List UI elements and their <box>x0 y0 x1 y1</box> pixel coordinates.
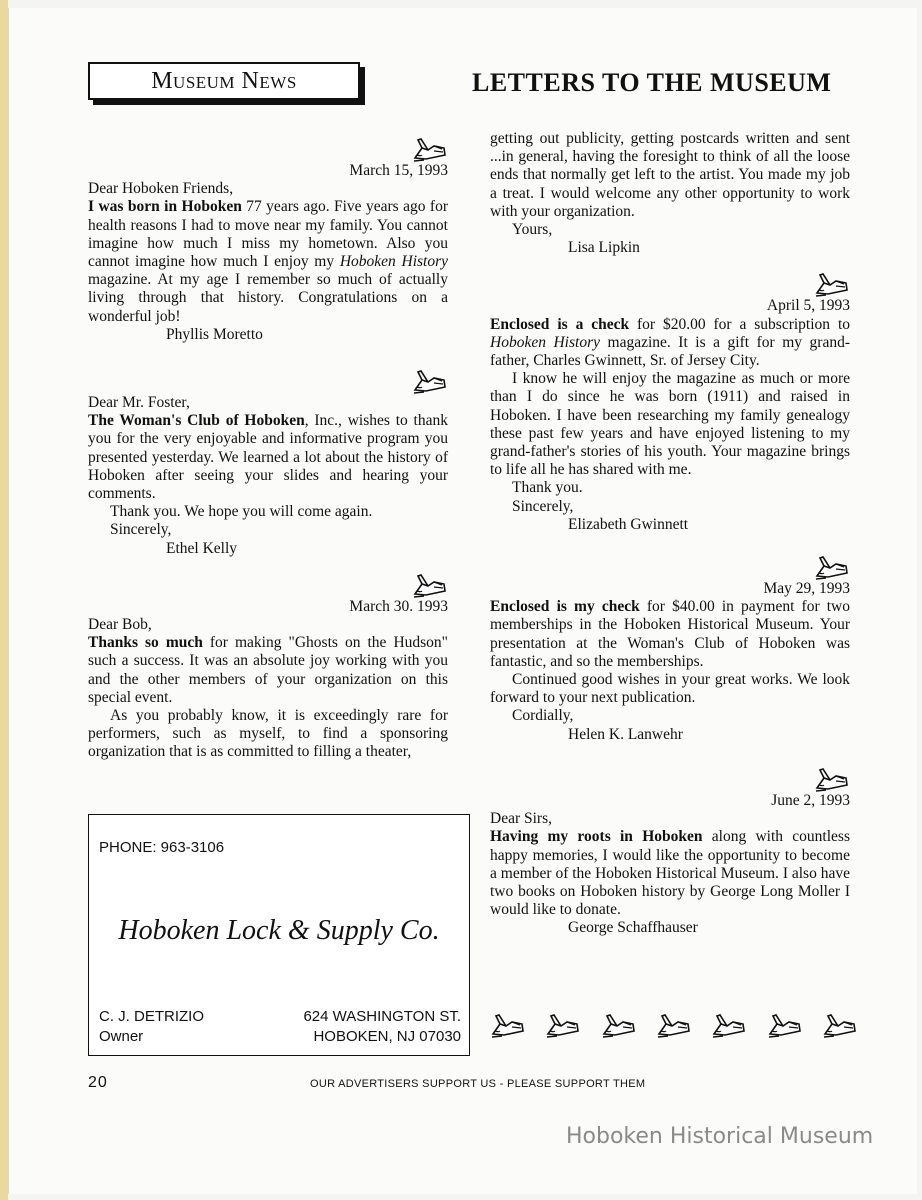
ad-address-line1: 624 WASHINGTON ST. <box>303 1008 461 1025</box>
letter-text: for $40.00 in payment for two memberships in the Hoboken Historical Museum. Your presentation at the Woman's Club of Hoboken was fantastic, and so the memberships. <box>490 598 850 670</box>
letter-body <box>490 316 850 371</box>
letter-date: March 30. 1993 <box>349 597 448 615</box>
letter-lead: Enclosed is my check <box>490 598 640 616</box>
letter-greeting: Dear Mr. Foster, <box>88 394 190 412</box>
letter-text: magazine. At my age I remember so much of actually living through that history. Congratulations on a wonderful job! <box>88 271 448 325</box>
letter-greeting: Dear Bob, <box>88 616 152 634</box>
letter-continuation: getting out publicity, getting postcards written and sent ...in general, having the foresight to think of all the loose ends that normally get left to the artist. You made my job a treat. I would welcome any other opportunity to work with your organization. <box>490 130 850 220</box>
letter-lead: Enclosed is a check <box>490 315 630 333</box>
letter-text: , Inc., wishes to thank you for the very enjoyable and informative program you presented yesterday. We learned a lot about the history of Hoboken after seeing your slides and hearing your comments. <box>88 412 448 503</box>
hand-writing-icon <box>814 271 850 297</box>
binding-edge <box>0 0 8 1200</box>
letter-paragraph: I know he will enjoy the magazine as much or more than I do since he was born (1911) and raised in Hoboken. I have been researching my family genealogy these past few years and have enjoyed listening to my grand-father's stories of his youth. Your magazine brings to life all he has shared with me. <box>490 370 850 479</box>
letter-paragraph: As you probably know, it is exceedingly rare for performers, such as myself, to find a sponsoring organization that is as committed to filling a theater, <box>88 707 448 761</box>
letter-text: along with countless happy memories, I would like the opportunity to become a member of the Hoboken Historical Museum. I also have two books on Hoboken history by George Long Moller I would like to donate. <box>490 828 850 919</box>
hand-writing-icon <box>814 766 850 792</box>
letter-paragraph: Continued good wishes in your great works. We look forward to your next publication. <box>490 671 850 707</box>
hand-writing-icon <box>545 1012 581 1038</box>
letter-greeting: Dear Sirs, <box>490 810 552 828</box>
watermark: Hoboken Historical Museum <box>566 1124 874 1149</box>
letter-closing: Yours, <box>512 221 553 239</box>
right-column <box>490 130 850 938</box>
letter-lead: I was born in Hoboken <box>88 198 242 216</box>
section-label: Museum News <box>151 68 297 94</box>
section-label-box <box>88 62 360 100</box>
ad-owner-title: Owner <box>99 1028 144 1045</box>
letter-body <box>88 198 448 325</box>
letter-signature: Helen K. Lanwehr <box>568 725 683 743</box>
hand-writing-icon <box>412 572 448 598</box>
hand-writing-icon <box>822 1012 858 1038</box>
letter-date: June 2, 1993 <box>771 791 850 809</box>
letter-text: 77 years ago. Five years ago for health reasons I had to move near my family. You cannot imagine how much I miss my hometown. Also you cannot imagine how much I enjoy my <box>88 198 449 271</box>
ad-company-name: Hoboken Lock & Supply Co. <box>118 915 440 946</box>
hand-writing-icon <box>656 1012 692 1038</box>
hand-writing-icon <box>412 136 448 162</box>
footer-tagline: OUR ADVERTISERS SUPPORT US - PLEASE SUPPORT THEM <box>310 1078 646 1090</box>
ad-owner-name: C. J. DETRIZIO <box>99 1008 204 1025</box>
letter-signature: Ethel Kelly <box>166 539 238 557</box>
ad-owner <box>99 1007 204 1047</box>
page-number: 20 <box>88 1074 108 1091</box>
letter-closing: Sincerely, <box>512 497 574 515</box>
letter-signature: Phyllis Moretto <box>166 325 263 343</box>
magazine-title: Hoboken History <box>339 253 449 271</box>
magazine-title: Hoboken History <box>490 333 600 351</box>
ad-phone: PHONE: 963-3106 <box>99 839 225 856</box>
letter-lead: Thanks so much <box>88 634 203 652</box>
letter-closing: Cordially, <box>512 707 574 725</box>
hand-writing-icon <box>601 1012 637 1038</box>
left-column <box>88 136 448 762</box>
letter-body <box>490 828 850 919</box>
ad-address-line2: HOBOKEN, NJ 07030 <box>313 1028 461 1045</box>
letter-text: for $20.00 for a subscription to <box>629 315 850 333</box>
letter-date: March 15, 1993 <box>349 162 448 179</box>
hand-writing-icon <box>412 368 448 394</box>
letter-signature: Lisa Lipkin <box>568 239 640 257</box>
letter-lead: Having my roots in Hoboken <box>490 828 703 846</box>
ad-address <box>303 1007 461 1047</box>
hand-writing-icon <box>711 1012 747 1038</box>
letter-text: for making "Ghosts on the Hudson" such a success. It was an absolute joy working with you and the other members of your organization on this special event. <box>88 634 448 706</box>
advertisement-box <box>88 814 470 1056</box>
decorative-pen-row <box>490 1012 858 1038</box>
letter-thanks: Thank you. <box>512 479 583 497</box>
letter-signature: Elizabeth Gwinnett <box>568 515 689 533</box>
letter-signature: George Schaffhauser <box>568 919 698 937</box>
letter-body <box>88 412 448 503</box>
page-title: LETTERS TO THE MUSEUM <box>472 68 832 97</box>
letter-date: April 5, 1993 <box>766 297 850 315</box>
hand-writing-icon <box>767 1012 803 1038</box>
letter-lead: The Woman's Club of Hoboken <box>88 412 305 430</box>
letter-body <box>490 598 850 671</box>
letter-closing: Sincerely, <box>110 521 172 539</box>
letter-body <box>88 634 448 707</box>
letter-greeting: Dear Hoboken Friends, <box>88 180 234 198</box>
letter-text: magazine. It is a gift for my grand-father, Charles Gwinnett, Sr. of Jersey City. <box>490 333 850 370</box>
letter-date: May 29, 1993 <box>763 580 850 598</box>
hand-writing-icon <box>490 1012 526 1038</box>
letter-paragraph: Thank you. We hope you will come again. <box>110 503 373 521</box>
hand-writing-icon <box>814 554 850 580</box>
